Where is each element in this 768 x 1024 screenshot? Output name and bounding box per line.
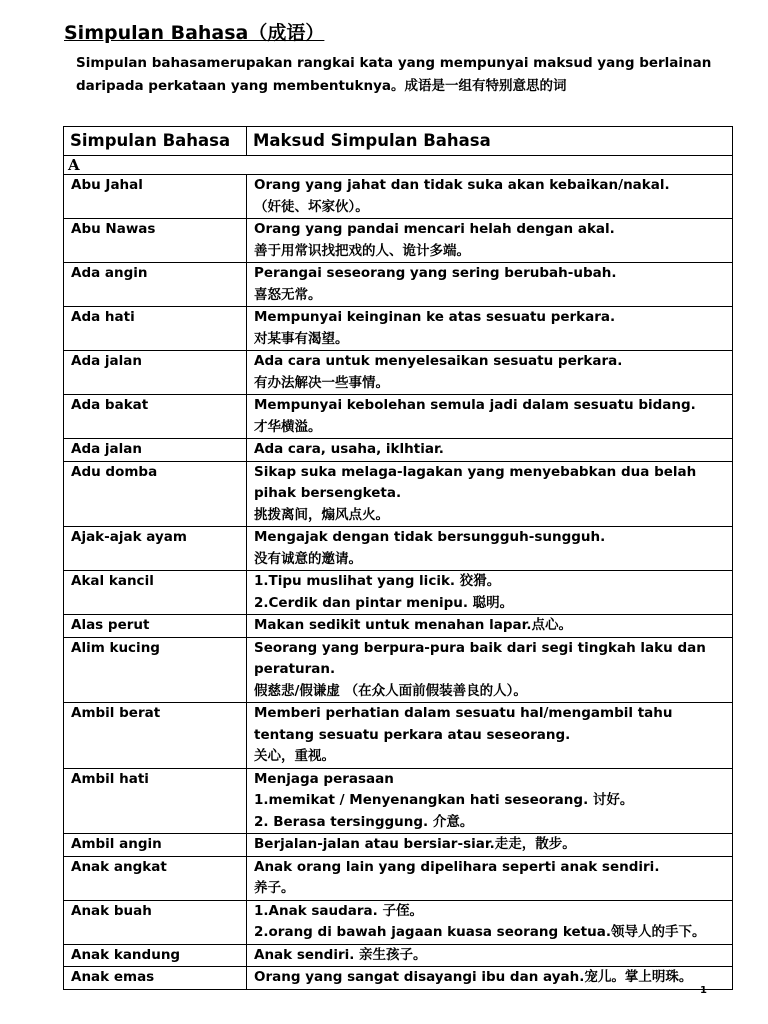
meaning-line: 2.Cerdik dan pintar menipu. 聪明。 [254,594,514,611]
idiom-meaning [247,768,733,834]
meaning-line: 喜怒无常。 [254,286,322,303]
header-meaning: Maksud Simpulan Bahasa [247,127,733,156]
meaning-line: Memberi perhatian dalam sesuatu hal/mengambil tahu [254,705,673,721]
idiom-term: Anak emas [64,967,247,990]
idiom-meaning [247,439,733,462]
meaning-line: tentang sesuatu perkara atau seseorang. [254,726,571,743]
idiom-meaning [247,219,733,263]
table-row [64,834,733,857]
section-letter-row [64,156,733,175]
meaning-line: Anak orang lain yang dipelihara seperti anak sendiri. [254,858,660,875]
table-row [64,615,733,638]
idiom-meaning [247,900,733,944]
meaning-line: Orang yang pandai mencari helah dengan akal. [254,221,615,237]
idiom-term: Abu Jahal [64,175,247,219]
idiom-meaning [247,571,733,615]
idiom-meaning [247,703,733,769]
idiom-term: Abu Nawas [64,219,247,263]
header-idiom: Simpulan Bahasa [64,127,247,156]
idiom-meaning [247,834,733,857]
meaning-line: Berjalan-jalan atau bersiar-siar.走走，散步。 [254,836,576,852]
idiom-meaning [247,944,733,967]
meaning-line: 假慈悲/假谦虚 （在众人面前假装善良的人）。 [254,682,527,699]
section-letter: A [64,156,733,175]
table-row [64,395,733,439]
idiom-term: Anak angkat [64,856,247,900]
meaning-line: Mempunyai kebolehan semula jadi dalam sesuatu bidang. [254,397,696,413]
meaning-line: Orang yang jahat dan tidak suka akan kebaikan/nakal. [254,177,670,193]
table-row [64,900,733,944]
idiom-meaning [247,307,733,351]
table-row [64,856,733,900]
meaning-line: Menjaga perasaan [254,770,394,787]
meaning-line: Orang yang sangat disayangi ibu dan ayah.宠儿。掌上明珠。 [254,969,693,985]
table-row [64,967,733,990]
meaning-line: 1.memikat / Menyenangkan hati seseorang. 讨好。 [254,792,634,808]
table-row [64,637,733,703]
table-row [64,175,733,219]
table-row [64,461,733,527]
meaning-line: 2.orang di bawah jagaan kuasa seorang ketua.领导人的手下。 [254,924,706,940]
page-title: Simpulan Bahasa（成语） [64,22,325,44]
idiom-term: Anak kandung [64,944,247,967]
meaning-line: 没有诚意的邀请。 [254,550,362,567]
meaning-line: 1.Anak saudara. 子侄。 [254,902,423,919]
idiom-term: Anak buah [64,900,247,944]
meaning-line: 1.Tipu muslihat yang licik. 狡猾。 [254,573,501,589]
meaning-line: 2. Berasa tersinggung. 介意。 [254,813,474,830]
idiom-meaning [247,615,733,638]
meaning-line: pihak bersengketa. [254,485,402,501]
meaning-line: Ada cara untuk menyelesaikan sesuatu perkara. [254,353,623,369]
meaning-line: Anak sendiri. 亲生孩子。 [254,946,427,963]
idiom-term: Ada hati [64,307,247,351]
idiom-meaning [247,967,733,990]
meaning-line: Seorang yang berpura-pura baik dari segi tingkah laku dan [254,639,706,656]
table-row [64,351,733,395]
table-row [64,263,733,307]
idiom-term: Ambil angin [64,834,247,857]
idiom-term: Alas perut [64,615,247,638]
idiom-meaning [247,637,733,703]
meaning-line: 养子。 [254,880,295,896]
idiom-term: Adu domba [64,461,247,527]
meaning-line: Perangai seseorang yang sering berubah-ubah. [254,265,617,281]
table-body [64,156,733,990]
table-row [64,768,733,834]
table-row [64,307,733,351]
table-row [64,527,733,571]
idiom-meaning [247,856,733,900]
idiom-meaning [247,461,733,527]
table-row [64,944,733,967]
meaning-line: peraturan. [254,661,336,677]
meaning-line: 才华横溢。 [254,418,322,435]
idiom-term: Ada bakat [64,395,247,439]
meaning-line: Makan sedikit untuk menahan lapar.点心。 [254,617,572,633]
meaning-line: 有办法解决一些事情。 [254,374,389,391]
table-row [64,571,733,615]
table-row [64,439,733,462]
page-number: 1 [700,985,707,996]
table-row [64,703,733,769]
idiom-term: Ajak-ajak ayam [64,527,247,571]
meaning-line: 关心，重视。 [254,748,335,764]
idiom-term: Ambil hati [64,768,247,834]
idiom-meaning [247,263,733,307]
idiom-term: Ambil berat [64,703,247,769]
meaning-line: Sikap suka melaga-lagakan yang menyebabkan dua belah [254,463,697,480]
meaning-line: 挑拨离间，煽风点火。 [254,506,389,523]
meaning-line: 对某事有渴望。 [254,330,349,347]
idiom-term: Ada jalan [64,439,247,462]
idiom-term: Alim kucing [64,637,247,703]
idiom-meaning [247,175,733,219]
idiom-term: Akal kancil [64,571,247,615]
idiom-term: Ada angin [64,263,247,307]
meaning-line: Ada cara, usaha, iklhtiar. [254,441,444,457]
table-row [64,219,733,263]
meaning-line: Mempunyai keinginan ke atas sesuatu perkara. [254,309,616,325]
idiom-meaning [247,351,733,395]
meaning-line: Mengajak dengan tidak bersungguh-sungguh. [254,529,606,545]
meaning-line: （奸徒、坏家伙）。 [254,198,369,215]
table-header-row [64,127,733,156]
idiom-meaning [247,527,733,571]
idiom-table [63,126,733,990]
intro-paragraph: Simpulan bahasamerupakan rangkai kata yang mempunyai maksud yang berlainan daripada perkataan yang membentuknya。成语是一组有特别意思的词 [76,55,712,94]
idiom-meaning [247,395,733,439]
idiom-term: Ada jalan [64,351,247,395]
meaning-line: 善于用常识找把戏的人、诡计多端。 [254,242,470,259]
